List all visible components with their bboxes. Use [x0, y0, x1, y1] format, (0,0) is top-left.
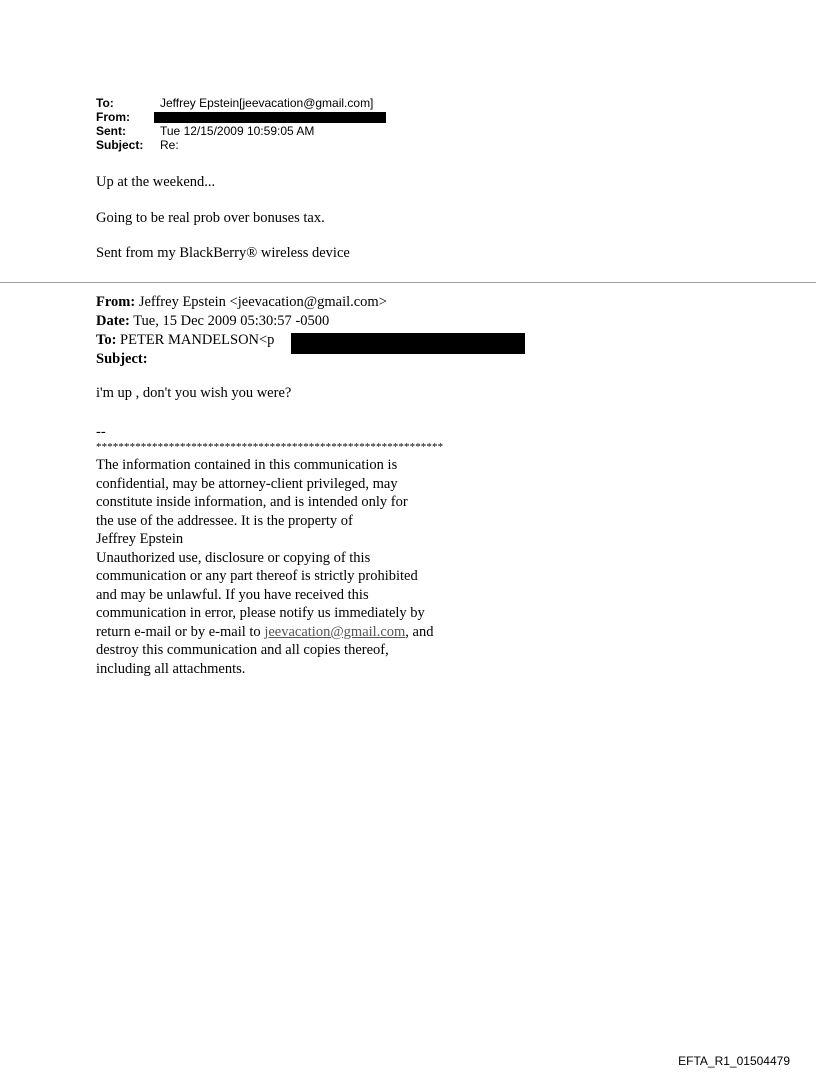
quoted-to-label: To:: [96, 332, 117, 348]
signature-line-email: [96, 623, 443, 642]
quoted-from-row: [96, 293, 387, 312]
signature-line: communication or any part thereof is strictly prohibited: [96, 568, 418, 584]
header-subject-value: Re:: [160, 138, 179, 152]
signature-stars: **************************************************************: [96, 440, 444, 453]
header-sent-row: [96, 124, 386, 138]
signature-line: The information contained in this communication is: [96, 457, 398, 473]
header-to-value: Jeffrey Epstein[jeevacation@gmail.com]: [160, 96, 374, 110]
signature-line: Jeffrey Epstein: [96, 531, 184, 547]
header-subject-row: [96, 138, 386, 152]
body-line-1: Up at the weekend...: [96, 174, 216, 190]
body-line-2: Going to be real prob over bonuses tax.: [96, 210, 325, 226]
quoted-to-value: PETER MANDELSON<p: [120, 332, 275, 348]
signature-dashes: --: [96, 424, 106, 440]
body-line-3: Sent from my BlackBerry® wireless device: [96, 245, 350, 261]
header-sent-label: Sent:: [96, 124, 126, 138]
signature-line: including all attachments.: [96, 660, 246, 677]
signature-line: confidential, may be attorney-client privileged, may: [96, 475, 398, 492]
signature-line: and may be unlawful. If you have received this: [96, 586, 369, 603]
quoted-date-value: Tue, 15 Dec 2009 05:30:57 -0500: [133, 313, 330, 329]
quoted-from-label: From:: [96, 294, 136, 310]
signature-line: Unauthorized use, disclosure or copying of this: [96, 549, 371, 566]
document-id: EFTA_R1_01504479: [678, 1054, 790, 1068]
signature-block: [96, 423, 443, 678]
header-from-label: From:: [96, 110, 130, 124]
header-subject-label: Subject:: [96, 138, 144, 152]
signature-text: , and: [405, 623, 434, 640]
quoted-reply-text: i'm up , don't you wish you were?: [96, 385, 292, 401]
email-link[interactable]: jeevacation@gmail.com: [264, 623, 406, 640]
header-to-label: To:: [96, 96, 114, 110]
redaction-bar: [291, 333, 525, 354]
quoted-header: [96, 293, 387, 369]
header-to-row: [96, 96, 386, 110]
signature-line: destroy this communication and all copies thereof,: [96, 642, 389, 658]
header-from-row: [96, 110, 386, 124]
signature-text: return e-mail or by e-mail to: [96, 623, 265, 640]
quoted-to-row: [96, 331, 387, 350]
email-header: [96, 96, 386, 152]
quoted-subject-label: Subject:: [96, 351, 148, 367]
quoted-date-label: Date:: [96, 313, 130, 329]
quoted-date-row: [96, 312, 387, 331]
divider: [0, 282, 816, 283]
signature-line: constitute inside information, and is intended only for: [96, 494, 408, 510]
header-sent-value: Tue 12/15/2009 10:59:05 AM: [160, 124, 315, 138]
redaction-bar: [154, 112, 386, 123]
quoted-from-value: Jeffrey Epstein <jeevacation@gmail.com>: [138, 294, 387, 310]
signature-line: communication in error, please notify us immediately by: [96, 605, 425, 621]
signature-line: the use of the addressee. It is the property of: [96, 512, 353, 529]
